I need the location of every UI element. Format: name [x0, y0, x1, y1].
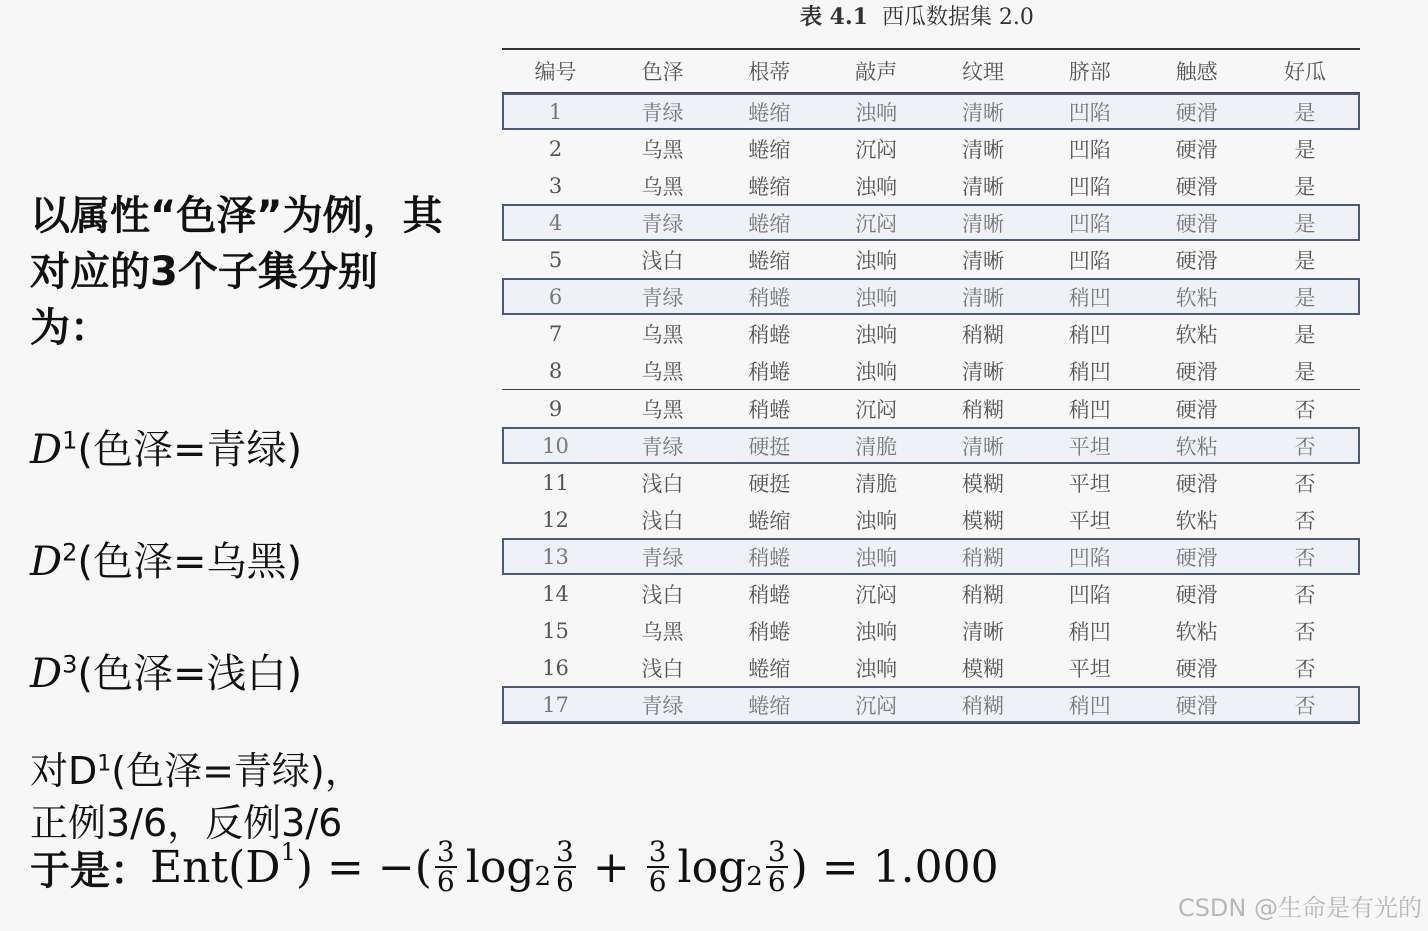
ratio-text: 正例3/6，反例3/6 [30, 801, 343, 845]
fraction-numerator: 3 [767, 835, 786, 868]
table-cell: 青绿 [609, 686, 716, 724]
table-cell: 青绿 [609, 538, 716, 575]
table-cell: 9 [548, 396, 563, 421]
table-cell: 硬滑 [1143, 204, 1250, 241]
table-cell: 清脆 [823, 427, 930, 464]
table-cell: 是 [1294, 248, 1316, 273]
table-cell: 浅白 [641, 471, 684, 496]
table-cell: 16 [542, 655, 569, 680]
table-cell: 否 [1294, 582, 1316, 607]
formula-plus: + [578, 841, 644, 893]
table-cell: 12 [542, 507, 569, 532]
table-cell: 清晰 [961, 174, 1004, 199]
formula-prefix: 于是： [30, 847, 150, 894]
table-cell: 蜷缩 [748, 508, 791, 533]
table-cell: 平坦 [1036, 427, 1143, 464]
table-row [502, 315, 1360, 352]
table-cell: 是 [1294, 137, 1316, 162]
table-cell: 浅白 [641, 248, 684, 273]
table-cell: 凹陷 [1068, 137, 1111, 162]
formula-lhs-sup: 1 [280, 838, 296, 866]
table-cell: 17 [502, 686, 609, 724]
table-cell: 模糊 [961, 656, 1004, 681]
table-row [502, 130, 1360, 167]
table-cell: 乌黑 [641, 619, 684, 644]
table-cell: 是 [1250, 278, 1360, 315]
table-row [502, 167, 1360, 204]
table-cell: 浊响 [855, 248, 898, 273]
table-cell: 青绿 [609, 93, 716, 131]
table-cell: 6 [502, 278, 609, 315]
fraction-numerator: 3 [436, 835, 455, 868]
caption-label: 表 4.1 [800, 4, 868, 30]
log-text: log [677, 841, 747, 893]
table-cell: 硬滑 [1175, 359, 1218, 384]
table-cell: 平坦 [1068, 508, 1111, 533]
column-header: 编号 [534, 60, 577, 84]
caption-title: 西瓜数据集 2.0 [881, 5, 1034, 30]
table-cell: 乌黑 [641, 137, 684, 162]
table-cell: 清晰 [961, 359, 1004, 384]
log-base: 2 [534, 862, 552, 892]
column-header: 触感 [1175, 60, 1218, 84]
table-cell: 硬滑 [1143, 93, 1250, 131]
table-cell: 稍凹 [1068, 619, 1111, 644]
subset-var: D [30, 539, 63, 585]
table-row [502, 93, 1360, 131]
table-row [502, 575, 1360, 612]
column-header: 敲声 [855, 60, 898, 84]
table-cell: 3 [548, 173, 563, 198]
log-text: log [465, 841, 535, 893]
table-cell: 5 [548, 247, 563, 272]
table-cell: 软粘 [1175, 322, 1218, 347]
table-cell: 稍凹 [1068, 359, 1111, 384]
table-cell: 否 [1294, 656, 1316, 681]
table-cell: 硬滑 [1175, 248, 1218, 273]
formula-close: ) [790, 841, 808, 893]
d1-sup: 1 [97, 751, 112, 777]
table-cell: 清晰 [930, 278, 1037, 315]
table-cell: 硬滑 [1175, 174, 1218, 199]
table-cell: 凹陷 [1068, 174, 1111, 199]
table-cell: 清晰 [961, 137, 1004, 162]
table-cell: 否 [1250, 538, 1360, 575]
table-cell: 软粘 [1175, 619, 1218, 644]
table-cell: 稍蜷 [748, 322, 791, 347]
table-cell: 凹陷 [1068, 582, 1111, 607]
table-cell: 沉闷 [855, 397, 898, 422]
table-cell: 青绿 [609, 204, 716, 241]
table-cell: 稍糊 [930, 538, 1037, 575]
subset-text: (色泽=青绿) [77, 427, 303, 473]
table-cell: 1 [502, 93, 609, 131]
table-cell: 稍糊 [961, 322, 1004, 347]
table-cell: 稍糊 [930, 686, 1037, 724]
table-cell: 稍凹 [1068, 397, 1111, 422]
table-cell: 蜷缩 [716, 686, 823, 724]
table-cell: 浊响 [855, 619, 898, 644]
table-cell: 清晰 [930, 204, 1037, 241]
table-cell: 平坦 [1068, 656, 1111, 681]
subset-sup: 3 [62, 650, 78, 679]
fraction-denominator: 6 [436, 865, 455, 898]
table-cell: 模糊 [961, 471, 1004, 496]
table-cell: 否 [1294, 471, 1316, 496]
watermelon-table-container [502, 48, 1360, 724]
table-cell: 凹陷 [1036, 538, 1143, 575]
table-cell: 蜷缩 [748, 174, 791, 199]
table-row [502, 649, 1360, 686]
table-cell: 浊响 [823, 93, 930, 131]
table-cell: 乌黑 [641, 359, 684, 384]
subset-d1 [30, 418, 302, 475]
table-cell: 是 [1250, 93, 1360, 131]
table-cell: 乌黑 [641, 397, 684, 422]
table-row [502, 427, 1360, 464]
table-cell: 是 [1294, 359, 1316, 384]
table-cell: 是 [1250, 204, 1360, 241]
table-row [502, 241, 1360, 278]
table-cell: 青绿 [609, 427, 716, 464]
column-header: 脐部 [1068, 60, 1111, 84]
fraction-denominator: 6 [648, 865, 667, 898]
table-cell: 软粘 [1143, 427, 1250, 464]
subset-d2 [30, 530, 302, 587]
table-cell: 浊响 [855, 656, 898, 681]
table-cell: 乌黑 [641, 322, 684, 347]
table-cell: 凹陷 [1036, 93, 1143, 131]
formula-lhs: Ent(D [150, 841, 281, 893]
table-cell: 清晰 [961, 248, 1004, 273]
fraction [435, 835, 457, 898]
table-cell: 稍蜷 [716, 538, 823, 575]
table-cell: 浊响 [855, 359, 898, 384]
d1-text: (色泽=青绿)， [111, 749, 363, 793]
table-cell: 沉闷 [823, 686, 930, 724]
table-cell: 4 [502, 204, 609, 241]
table-row [502, 686, 1360, 724]
table-cell: 浊响 [855, 508, 898, 533]
table-cell: 14 [542, 581, 569, 606]
fraction-denominator: 6 [767, 865, 786, 898]
table-cell: 稍蜷 [748, 359, 791, 384]
table-cell: 稍糊 [961, 582, 1004, 607]
table-cell: 凹陷 [1036, 204, 1143, 241]
table-cell: 青绿 [609, 278, 716, 315]
entropy-formula [30, 835, 999, 898]
table-cell: 清晰 [961, 619, 1004, 644]
table-cell: 硬滑 [1175, 582, 1218, 607]
table-cell: 浊响 [855, 322, 898, 347]
table-row [502, 278, 1360, 315]
table-cell: 沉闷 [855, 582, 898, 607]
column-header: 根蒂 [748, 60, 791, 84]
table-row [502, 204, 1360, 241]
table-cell: 浅白 [641, 508, 684, 533]
table-cell: 稍蜷 [748, 582, 791, 607]
table-row [502, 538, 1360, 575]
table-cell: 浅白 [641, 656, 684, 681]
formula-lhs-close: ) [295, 841, 314, 893]
table-cell: 硬滑 [1143, 686, 1250, 724]
table-cell: 否 [1294, 619, 1316, 644]
table-cell: 8 [548, 358, 563, 383]
table-cell: 稍蜷 [748, 397, 791, 422]
table-cell: 硬挺 [748, 471, 791, 496]
table-row [502, 501, 1360, 538]
table-row [502, 390, 1360, 428]
subset-var: D [30, 651, 63, 697]
table-cell: 硬挺 [716, 427, 823, 464]
table-cell: 硬滑 [1143, 538, 1250, 575]
table-cell: 是 [1294, 322, 1316, 347]
subset-text: (色泽=浅白) [77, 651, 303, 697]
fraction [554, 835, 576, 898]
table-cell: 蜷缩 [748, 137, 791, 162]
fraction [766, 835, 788, 898]
table-cell: 稍蜷 [716, 278, 823, 315]
table-cell: 蜷缩 [716, 93, 823, 131]
table-cell: 沉闷 [855, 137, 898, 162]
subset-sup: 1 [62, 426, 78, 455]
subset-text: (色泽=乌黑) [77, 539, 303, 585]
table-cell: 浊响 [855, 174, 898, 199]
intro-text: 以属性“色泽”为例，其对应的3个子集分别为： [30, 193, 443, 351]
table-cell: 否 [1294, 397, 1316, 422]
fraction [647, 835, 669, 898]
fraction-numerator: 3 [648, 835, 667, 868]
subset-var: D [30, 427, 63, 473]
table-row [502, 464, 1360, 501]
table-cell: 硬滑 [1175, 137, 1218, 162]
table-cell: 硬滑 [1175, 471, 1218, 496]
table-cell: 15 [542, 618, 569, 643]
formula-eq: = −( [313, 841, 432, 893]
table-cell: 平坦 [1068, 471, 1111, 496]
table-header-row [502, 49, 1360, 93]
watermelon-dataset-table [502, 48, 1360, 724]
table-cell: 稍凹 [1036, 278, 1143, 315]
table-cell: 否 [1250, 427, 1360, 464]
table-cell: 13 [502, 538, 609, 575]
table-cell: 7 [548, 321, 563, 346]
table-cell: 清脆 [855, 471, 898, 496]
table-cell: 2 [548, 136, 563, 161]
table-cell: 稍凹 [1036, 686, 1143, 724]
table-cell: 浅白 [641, 582, 684, 607]
table-cell: 硬滑 [1175, 397, 1218, 422]
watermark: CSDN @生命是有光的 [1177, 894, 1422, 922]
table-cell: 蜷缩 [716, 204, 823, 241]
formula-result: = 1.000 [807, 841, 999, 893]
table-cell: 稍糊 [961, 397, 1004, 422]
table-cell: 清晰 [930, 93, 1037, 131]
table-cell: 10 [502, 427, 609, 464]
log-base: 2 [746, 862, 763, 892]
table-caption [800, 0, 1100, 31]
table-cell: 乌黑 [641, 174, 684, 199]
d1-heading [30, 740, 363, 795]
table-row [502, 612, 1360, 649]
table-cell: 否 [1250, 686, 1360, 724]
fraction-numerator: 3 [556, 835, 574, 868]
table-cell: 11 [542, 470, 569, 495]
table-cell: 软粘 [1143, 278, 1250, 315]
table-cell: 清晰 [930, 427, 1037, 464]
fraction-denominator: 6 [556, 865, 574, 898]
table-row [502, 352, 1360, 390]
subset-sup: 2 [62, 538, 78, 567]
table-body [502, 93, 1360, 724]
table-cell: 稍凹 [1068, 322, 1111, 347]
table-cell: 软粘 [1175, 508, 1218, 533]
table-cell: 是 [1294, 174, 1316, 199]
table-cell: 稍蜷 [748, 619, 791, 644]
table-cell: 蜷缩 [748, 248, 791, 273]
table-cell: 蜷缩 [748, 656, 791, 681]
table-cell: 模糊 [961, 508, 1004, 533]
subset-d3 [30, 642, 302, 699]
column-header: 纹理 [961, 60, 1004, 84]
table-cell: 浊响 [823, 278, 930, 315]
table-cell: 凹陷 [1068, 248, 1111, 273]
column-header: 色泽 [641, 60, 684, 84]
table-cell: 否 [1294, 508, 1316, 533]
d1-prefix: 对D [30, 749, 98, 793]
table-cell: 浊响 [823, 538, 930, 575]
table-cell: 硬滑 [1175, 656, 1218, 681]
table-cell: 沉闷 [823, 204, 930, 241]
column-header: 好瓜 [1284, 60, 1326, 84]
